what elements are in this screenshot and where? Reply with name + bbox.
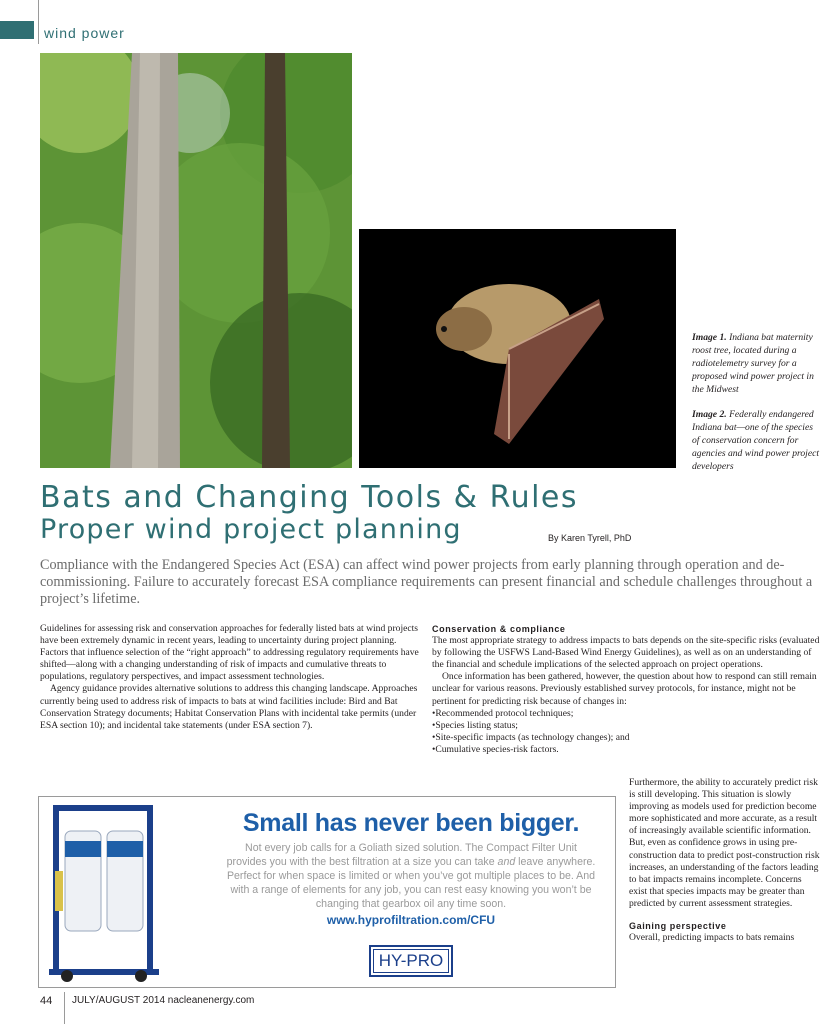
- filter-unit-icon: [45, 801, 163, 983]
- image-2-caption: [692, 408, 820, 473]
- article-title: Bats and Changing Tools & Rules: [40, 480, 578, 515]
- paragraph: Furthermore, the ability to accurately predict risk is still developing. This situation is slowly improving as models used for prediction become more sophisticated and more accurate, as a result of increasingly available scientific information. But, even as confidence grows in using pre-construction data to predict post-construction risk increases, an understanding of the factors leading to bat impacts remains incomplete. Concerns exist that species impacts may be greater than predicted by current assessment strategies.: [629, 777, 820, 909]
- ad-body: Not every job calls for a Goliath sized solution. The Compact Filter Unit provides you with the best filtration at a size you can take and leave anywhere. Perfect for when space is limited or when you’ve got multiple places to be. And with a range of elements for any job, you can rest easy knowing you won’t be changing that gearbox oil any time soon.: [226, 842, 596, 910]
- paragraph: Once information has been gathered, however, the question about how to respond can still remain unclear for various reasons. Previously established survey protocols, for instance, might not be pertinent for predicting risk because of changes in:: [432, 671, 817, 707]
- ad-headline: Small has never been bigger.: [242, 809, 580, 837]
- advertisement[interactable]: [38, 796, 616, 988]
- list-item: • Species listing status;: [432, 720, 820, 732]
- paragraph: The most appropriate strategy to address impacts to bats depends on the site-specific risks (evaluated by following the USFWS Land-Based Wind Energy Guidelines), as well as on an understanding of the financial and schedule implications of the selected approach on project operations.: [432, 635, 820, 671]
- ad-url-link[interactable]: www.hyprofiltration.com/CFU: [326, 913, 496, 927]
- list-item: • Cumulative species-risk factors.: [432, 744, 820, 756]
- section-tab-marker: [0, 21, 34, 39]
- column-1: [40, 623, 422, 732]
- logo-text: HY-PRO: [373, 949, 449, 973]
- page-number: 44: [40, 995, 53, 1007]
- lede-paragraph: Compliance with the Endangered Species Act (ESA) can affect wind power projects from early planning through operation and de-commissioning. Failure to accurately forecast ESA compliance requirements can present financial and schedule challenges throughout a project’s lifetime.: [40, 557, 813, 607]
- column-2: [432, 623, 820, 756]
- website: nacleanenergy.com: [167, 995, 255, 1006]
- caption-text: Federally endangered Indiana bat—one of the species of conservation concern for agencies and wind power project developers: [692, 409, 820, 472]
- header-divider: [38, 0, 39, 44]
- caption-label: Image 2.: [692, 409, 727, 420]
- list-item: • Recommended protocol techniques;: [432, 708, 820, 720]
- image-1-caption: [692, 331, 820, 396]
- article-subtitle: Proper wind project planning: [40, 514, 462, 545]
- issue-date: JULY/AUGUST 2014: [72, 995, 166, 1006]
- section-label: wind power: [44, 25, 125, 41]
- footer-divider: [64, 992, 65, 1024]
- footer-publication: [72, 995, 254, 1006]
- column-3: [629, 777, 820, 944]
- section-heading: Gaining perspective: [629, 921, 727, 932]
- tree-photo-icon: [40, 53, 352, 468]
- bat-photo-icon: [359, 229, 676, 468]
- byline: By Karen Tyrell, PhD: [548, 533, 632, 543]
- paragraph: Overall, predicting impacts to bats remains: [629, 932, 795, 944]
- hypro-logo: [369, 945, 453, 977]
- section-heading: Conservation & compliance: [432, 624, 566, 634]
- caption-text: Indiana bat maternity roost tree, located during a radiotelemetry survey for a proposed wind power project in the Midwest: [692, 332, 814, 395]
- paragraph: Agency guidance provides alternative solutions to address this changing landscape. Approaches currently being used to address risk of impacts to bats at wind facilities include: Bird and Bat Conservation Strategy documents; Habitat Conservation Plans with incidental take permits (under ESA section 10); and incidental take statements (under ESA section 7).: [40, 683, 418, 731]
- bullet-list: [432, 708, 820, 756]
- list-item: • Site-specific impacts (as technology changes); and: [432, 732, 820, 744]
- paragraph: Guidelines for assessing risk and conservation approaches for federally listed bats at wind projects have been extremely dynamic in recent years, leading to uncertainty during project planning. Factors that influence selection of the “right approach” to addressing regulatory requirements have shifted—along with a changing understanding of risk of impacts and cumulative threats to populations, regulatory perspectives, and impact assessment technologies.: [40, 623, 419, 683]
- caption-label: Image 1.: [692, 332, 727, 343]
